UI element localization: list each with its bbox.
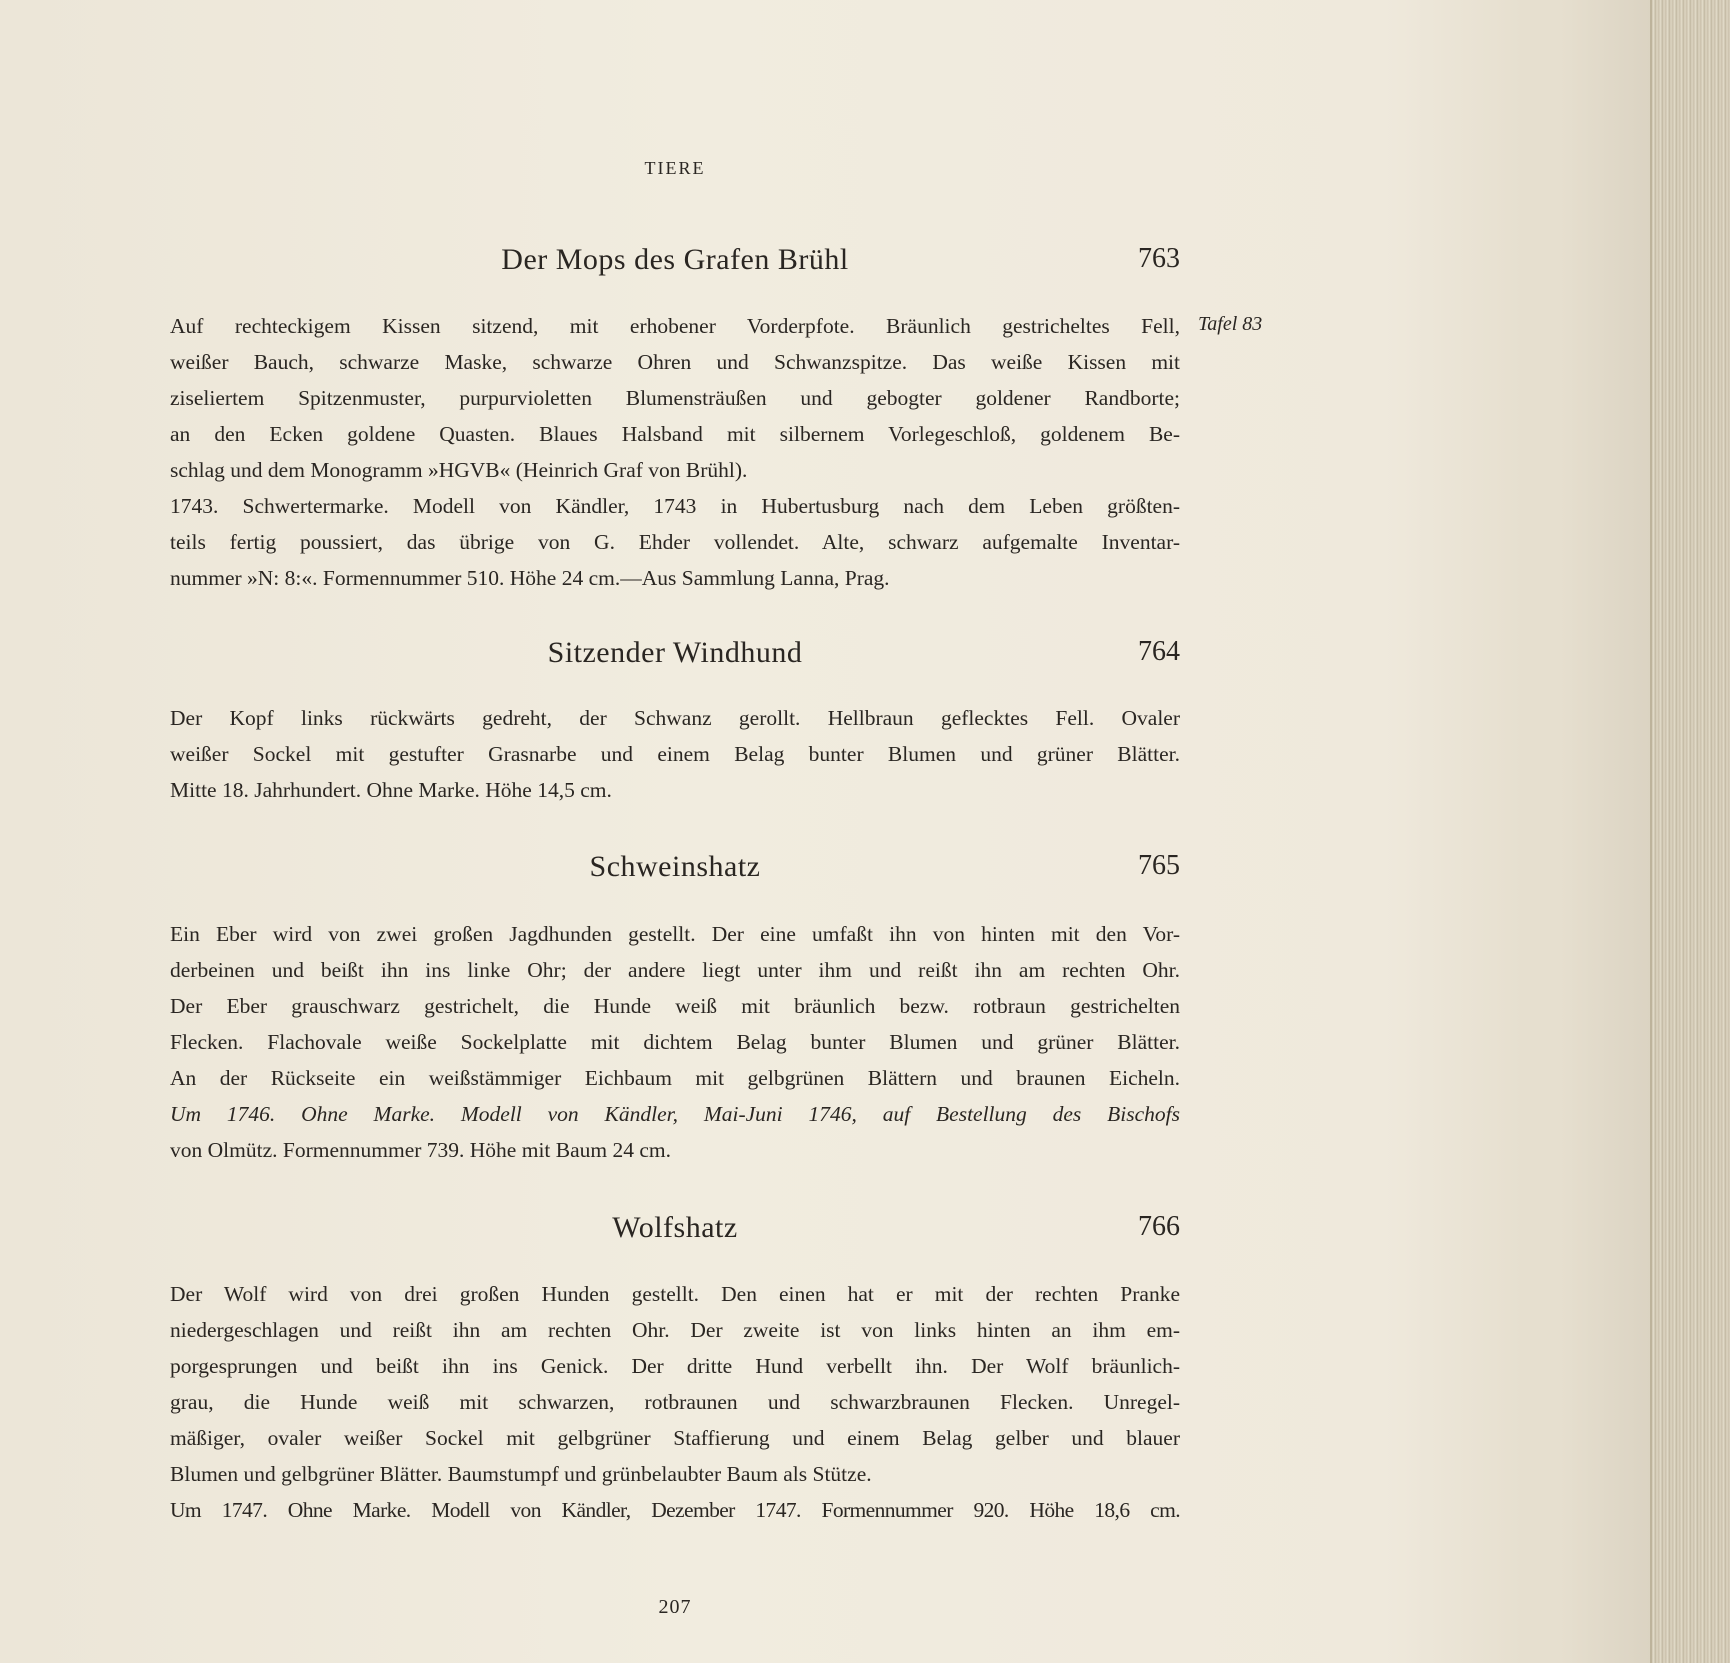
running-head: TIERE <box>644 158 706 178</box>
entry-heading-763 <box>170 243 1180 287</box>
text-line: Um 1746. Ohne Marke. Modell von Kändler, Mai-Juni 1746, auf Bestellung des Bischofs <box>170 1102 1180 1126</box>
text-line: Der Kopf links rückwärts gedreht, der Schwanz gerollt. Hellbraun geflecktes Fell. Ovaler <box>170 706 1180 730</box>
entry-heading-764 <box>170 636 1180 680</box>
entry-title: Wolfshatz <box>612 1211 738 1244</box>
entry-heading-765 <box>170 850 1180 894</box>
entry-description-763 <box>170 308 1180 596</box>
text-line: Der Eber grauschwarz gestrichelt, die Hunde weiß mit bräunlich bezw. rotbraun gestrichelten <box>170 994 1180 1018</box>
text-line: 1743. Schwertermarke. Modell von Kändler, 1743 in Hubertusburg nach dem Leben größten- <box>170 494 1180 518</box>
text-line: porgesprungen und beißt ihn ins Genick. Der dritte Hund verbellt ihn. Der Wolf bräunlich- <box>170 1354 1180 1378</box>
entry-number: 763 <box>1138 243 1180 274</box>
entry-number: 766 <box>1138 1211 1180 1242</box>
entry-description-766 <box>170 1276 1180 1528</box>
text-line: Auf rechteckigem Kissen sitzend, mit erhobener Vorderpfote. Bräunlich gestricheltes Fell, <box>170 314 1180 338</box>
text-line: teils fertig poussiert, das übrige von G. Ehder vollendet. Alte, schwarz aufgemalte Inventar- <box>170 530 1180 554</box>
text-line: Blumen und gelbgrüner Blätter. Baumstumpf und grünbelaubter Baum als Stütze. <box>170 1462 872 1486</box>
text-line: Um 1747. Ohne Marke. Modell von Kändler, Dezember 1747. Formennummer 920. Höhe 18,6 cm. <box>170 1498 1180 1522</box>
plate-reference: Tafel 83 <box>1198 313 1263 335</box>
entry-title: Der Mops des Grafen Brühl <box>501 243 849 276</box>
text-line: An der Rückseite ein weißstämmiger Eichbaum mit gelbgrünen Blättern und braunen Eicheln. <box>170 1066 1180 1090</box>
text-line: Mitte 18. Jahrhundert. Ohne Marke. Höhe 14,5 cm. <box>170 778 612 802</box>
page-gutter-shadow <box>1560 0 1652 1663</box>
text-line: niedergeschlagen und reißt ihn am rechten Ohr. Der zweite ist von links hinten an ihm em- <box>170 1318 1180 1342</box>
text-line: Der Wolf wird von drei großen Hunden gestellt. Den einen hat er mit der rechten Pranke <box>170 1282 1180 1306</box>
entry-number: 765 <box>1138 850 1180 881</box>
entry-number: 764 <box>1138 636 1180 667</box>
text-line: mäßiger, ovaler weißer Sockel mit gelbgrüner Staffierung und einem Belag gelber und blauer <box>170 1426 1180 1450</box>
entry-heading-766 <box>170 1211 1180 1255</box>
text-line: Flecken. Flachovale weiße Sockelplatte mit dichtem Belag bunter Blumen und grüner Blätter. <box>170 1030 1180 1054</box>
text-line: nummer »N: 8:«. Formennummer 510. Höhe 24 cm.—Aus Sammlung Lanna, Prag. <box>170 566 890 590</box>
text-line: grau, die Hunde weiß mit schwarzen, rotbraunen und schwarzbraunen Flecken. Unregel- <box>170 1390 1180 1414</box>
text-line: Ein Eber wird von zwei großen Jagdhunden gestellt. Der eine umfaßt ihn von hinten mit den Vor- <box>170 922 1180 946</box>
page-number: 207 <box>658 1596 692 1618</box>
entry-title: Schweinshatz <box>589 850 761 883</box>
entry-title: Sitzender Windhund <box>547 636 803 669</box>
text-line: an den Ecken goldene Quasten. Blaues Halsband mit silbernem Vorlegeschloß, goldenem Be- <box>170 422 1180 446</box>
text-line: von Olmütz. Formennummer 739. Höhe mit Baum 24 cm. <box>170 1138 672 1162</box>
text-line: weißer Sockel mit gestufter Grasnarbe und einem Belag bunter Blumen und grüner Blätter. <box>170 742 1180 766</box>
page-edge-stack <box>1650 0 1730 1663</box>
text-line: schlag und dem Monogramm »HGVB« (Heinrich Graf von Brühl). <box>170 458 748 482</box>
entry-description-765 <box>170 916 1180 1168</box>
entry-description-764 <box>170 700 1180 808</box>
text-line: derbeinen und beißt ihn ins linke Ohr; der andere liegt unter ihm und reißt ihn am rechten Ohr. <box>170 958 1180 982</box>
text-line: ziseliertem Spitzenmuster, purpurvioletten Blumensträußen und gebogter goldener Randborte; <box>170 386 1180 410</box>
text-line: weißer Bauch, schwarze Maske, schwarze Ohren und Schwanzspitze. Das weiße Kissen mit <box>170 350 1180 374</box>
